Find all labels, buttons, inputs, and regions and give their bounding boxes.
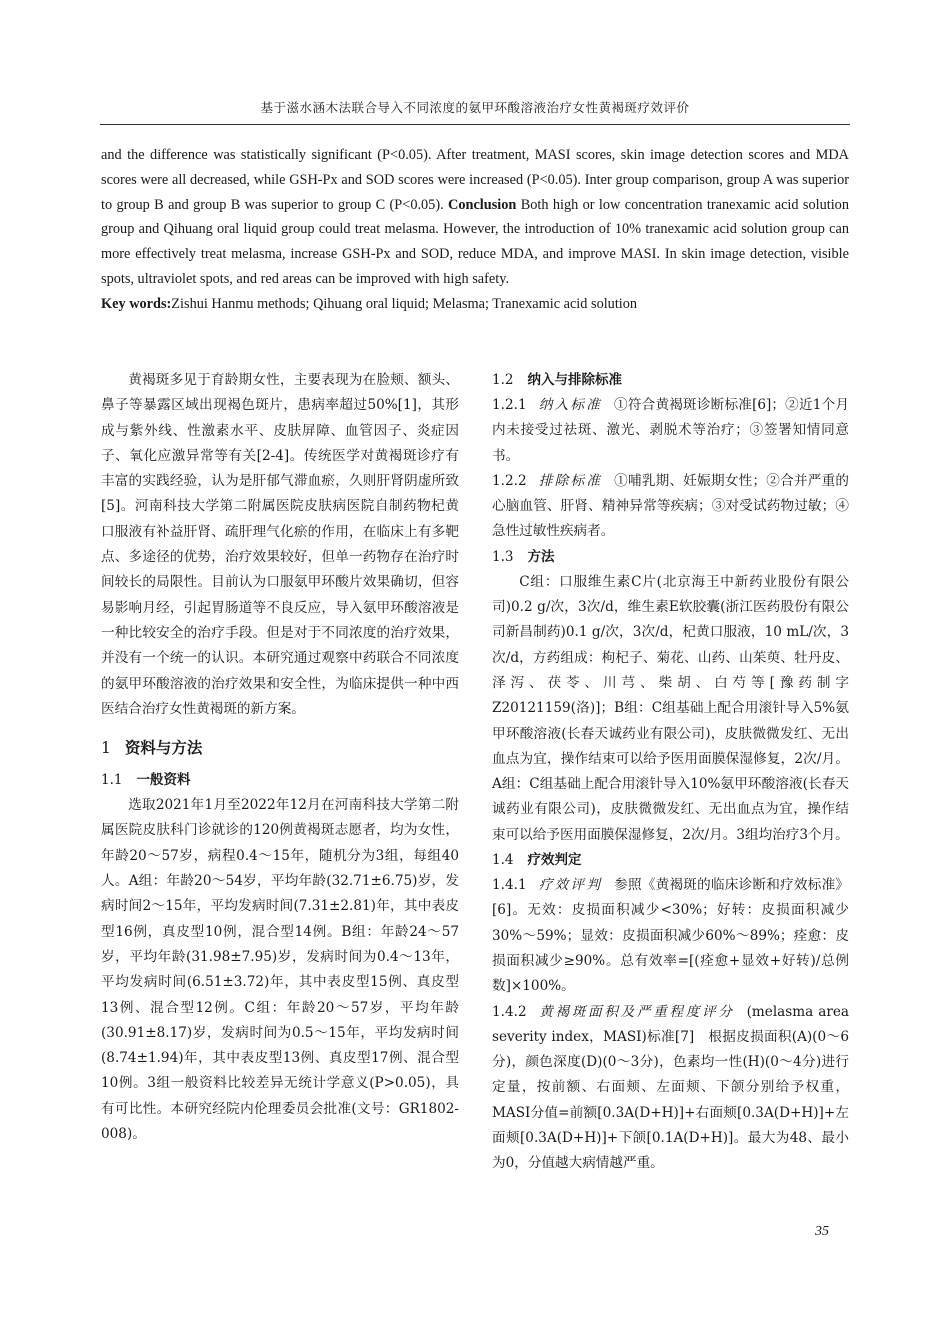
abstract-text (101, 143, 849, 292)
conclusion-label: Conclusion (448, 196, 517, 213)
methods-paragraph: C组：口服维生素C片(北京海王中新药业股份有限公司)0.2 g/次，3次/d，维生素E软胶囊(浙江医药股份有限公司新昌制药)0.1 g/次，3次/d，杞黄口服液，10 mL/次，3次/d，方药组成：枸杞子、菊花、山药、山茱萸、牡丹皮、泽泻、茯苓、川芎、柴胡、白芍等[豫药制字Z20121159(洛)]；B组：C组基础上配合用滚针导入5%氨甲环酸溶液(长春天诚药业有限公司)，皮肤微微发红、无出血点为宜，操作结束可以给予医用面膜保湿修复，2次/月。A组：C组基础上配合用滚针导入10%氨甲环酸溶液(长春天诚药业有限公司)，皮肤微微发红、无出血点为宜，操作结束可以给予医用面膜保湿修复，2次/月。3组均治疗3个月。 (492, 573, 849, 843)
keywords-text: Zishui Hanmu methods; Qihuang oral liquid; Melasma; Tranexamic acid solution (171, 295, 638, 312)
efficacy-criteria: 1.4.1 疗效评判 参照《黄褐斑的临床诊断和疗效标准》[6]。无效：皮损面积减少<30%；好转：皮损面积减少30%～59%；显效：皮损面积减少60%～89%；痊愈：皮损面积减少≥90%。总有效率=[(痊愈+显效+好转)/总例数]×100%。 (492, 877, 850, 995)
section-1-4-heading: 1.4 疗效判定 (492, 852, 582, 869)
header-rule (100, 124, 850, 125)
keywords (101, 292, 849, 317)
masi-criteria: 1.4.2 黄褐斑面积及严重程度评分 (melasma area severity index，MASI)标准[7] 根据皮损面积(A)(0～6分)，颜色深度(D)(0～3分)，色素均一性(H)(0～4分)进行定量，按前额、右面颊、左面颊、下颌分别给予权重，MASI分值=前额[0.3A(D+H)]+右面颊[0.3A(D+H)]+左面颊[0.3A(D+H)]+下颌[0.1A(D+H)]。最大为48、最小为0，分值越大病情越严重。 (492, 1003, 850, 1172)
general-data-paragraph: 选取2021年1月至2022年12月在河南科技大学第二附属医院皮肤科门诊就诊的120例黄褐斑志愿者，均为女性，年龄20～57岁，病程0.4～15年，随机分为3组，每组40人。A组：年龄20～54岁，平均年龄(32.71±6.75)岁，发病时间2～15年，平均发病时间(7.31±2.81)年，其中表皮型16例，真皮型10例，混合型14例。B组：年龄24～57岁，平均年龄(31.98±7.95)岁，发病时间为0.4～13年，平均发病时间(6.51±3.72)年，其中表皮型15例、真皮型13例、混合型12例。C组：年龄20～57岁，平均年龄(30.91±8.17)岁，发病时间为0.5～15年，平均发病时间(8.74±1.94)年，其中表皮型13例、真皮型17例、混合型10例。3组一般资料比较差异无统计学意义(P>0.05)，具有可比性。本研究经院内伦理委员会批准(文号：GR1802-008)。 (101, 797, 459, 1143)
page-number: 35 (815, 1224, 829, 1239)
intro-paragraph: 黄褐斑多见于育龄期女性，主要表现为在脸颊、额头、鼻子等暴露区域出现褐色斑片，患病率超过50%[1]，其形成与紫外线、性激素水平、皮肤屏障、血管因子、炎症因子、氧化应激异常等有关[2-4]。传统医学对黄褐斑诊疗有丰富的实践经验，认为是肝郁气滞血瘀，久则肝肾阴虚所致[5]。河南科技大学第二附属医院皮肤病医院自制药物杞黄口服液有补益肝肾、疏肝理气化瘀的作用，在临床上有多靶点、多途径的优势，治疗效果较好，但单一药物存在治疗时间较长的局限性。目前认为口服氨甲环酸片效果确切，但容易影响月经，引起胃肠道等不良反应，导入氨甲环酸溶液是一种比较安全的治疗手段。但是对于不同浓度的治疗效果，并没有一个统一的认识。本研究通过观察中药联合不同浓度的氨甲环酸溶液的治疗效果和安全性，为临床提供一种中西医结合治疗女性黄褐斑的新方案。 (101, 372, 459, 717)
abstract-conclusion: Both high or low concentration tranexamic acid solution group and Qihuang oral liquid group could treat melasma. However, the introduction of 10% tranexamic acid solution group can more effectively treat melasma, increase GSH-Px and SOD, reduce MDA, and improve MASI. In skin image detection, visible spots, ultraviolet spots, and red areas can be improved with high safety. (101, 196, 849, 287)
abstract-results: and the difference was statistically significant (P<0.05). After treatment, MASI scores, skin image detection scores and MDA scores were all decreased, while GSH-Px and SOD scores were increased (P<0.05). Inter group comparison, group A was superior to group B and group B was superior to group C (P<0.05). (101, 147, 849, 213)
inclusion-criteria: 1.2.1 纳入标准 ①符合黄褐斑诊断标准[6]；②近1个月内未接受过祛斑、激光、剥脱术等治疗；③签署知情同意书。 (492, 397, 850, 464)
left-column (101, 368, 459, 1147)
section-1-heading: 1 资料与方法 (101, 739, 203, 758)
exclusion-criteria: 1.2.2 排除标准 ①哺乳期、妊娠期女性；②合并严重的心脑血管、肝肾、精神异常等疾病；③对受试药物过敏；④急性过敏性疾病者。 (492, 472, 850, 540)
keywords-label: Key words: (101, 295, 172, 312)
section-1-2-heading: 1.2 纳入与排除标准 (492, 372, 622, 388)
english-abstract (101, 143, 849, 317)
section-1-3-heading: 1.3 方法 (492, 548, 555, 565)
right-column (492, 368, 849, 1177)
section-1-1-heading: 1.1 一般资料 (101, 772, 191, 789)
running-header: 基于滋水涵木法联合导入不同浓度的氨甲环酸溶液治疗女性黄褐斑疗效评价 (260, 100, 690, 115)
